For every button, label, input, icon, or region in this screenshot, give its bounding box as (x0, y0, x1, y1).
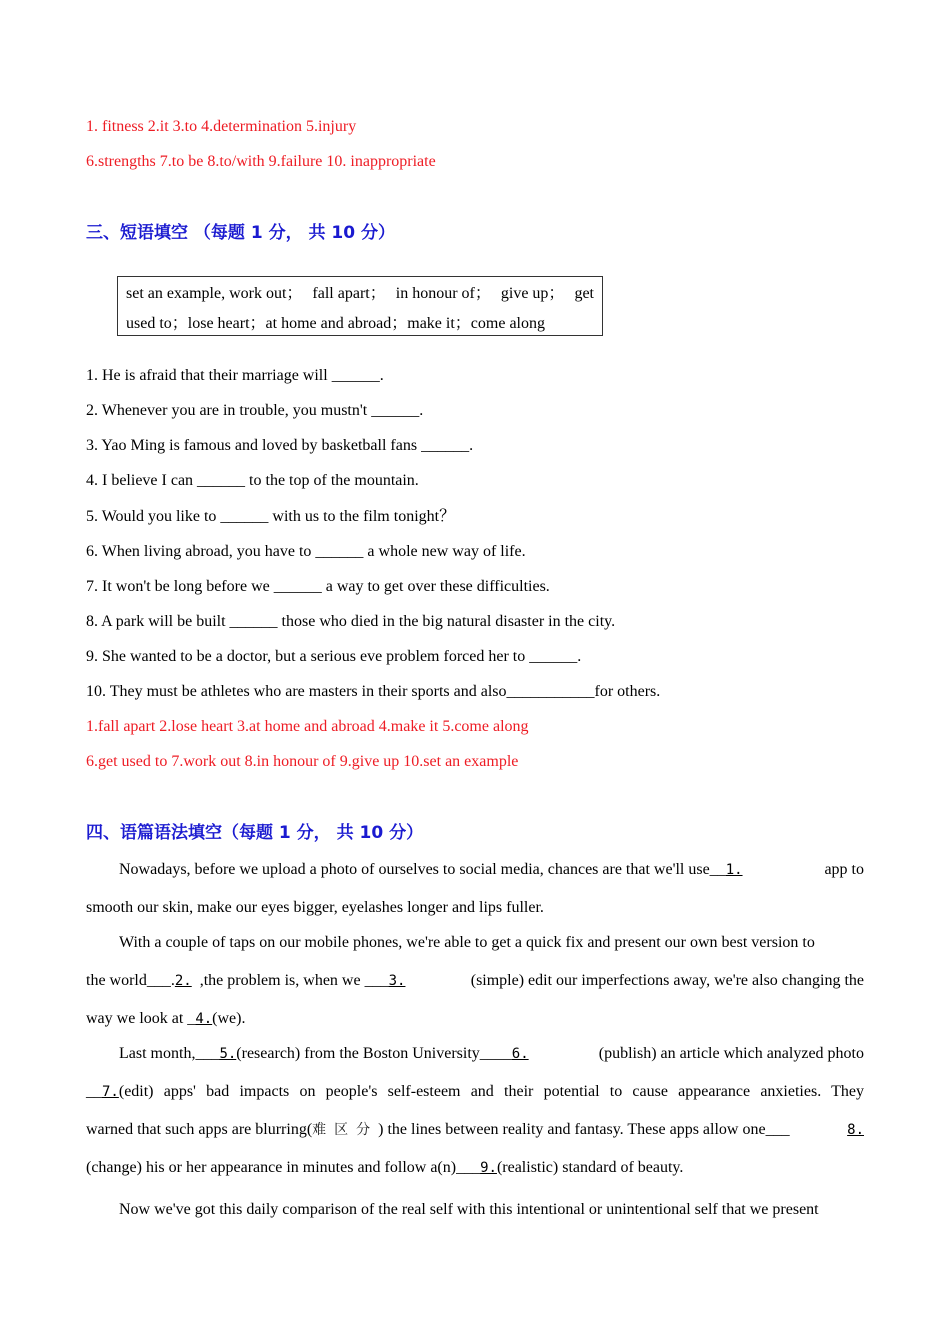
passage-text: ,the problem is, when we ___ (199, 972, 389, 989)
word-bank-item: in honour of； (395, 285, 491, 302)
passage-text: (edit) apps' bad impacts on people's self-esteem and their potential to cause appearance anxieties. They (118, 1083, 864, 1100)
paragraph-line (86, 1111, 864, 1149)
passage-text: way we look at _ (86, 1010, 196, 1027)
passage-paragraph-3 (86, 1035, 864, 1187)
question-item: 1. He is afraid that their marriage will ______. (86, 367, 384, 384)
word-bank-item: fall apart； (312, 285, 386, 302)
section-4-heading: 四、语篇语法填空（每题 1 分， 共 10 分） (86, 823, 424, 843)
passage-paragraph-2 (86, 924, 864, 1038)
question-item: 9. She wanted to be a doctor, but a serious eve problem forced her to ______. (86, 648, 582, 665)
section-3-heading: 三、短语填空 （每题 1 分， 共 10 分） (86, 223, 395, 243)
paragraph-line (86, 1000, 864, 1038)
question-item: 3. Yao Ming is famous and loved by basketball fans ______. (86, 437, 474, 454)
section-3-answer-line-2: 6.get used to 7.work out 8.in honour of 9.give up 10.set an example (86, 753, 519, 770)
word-bank-item: set an example, work out； (126, 285, 303, 302)
answer-key-line-1: 1. fitness 2.it 3.to 4.determination 5.injury (86, 118, 357, 135)
question-item: 2. Whenever you are in trouble, you mustn't ______. (86, 402, 424, 419)
question-item: 10. They must be athletes who are masters in their sports and also___________for others. (86, 683, 661, 700)
question-item: 8. A park will be built ______ those who died in the big natural disaster in the city. (86, 613, 616, 630)
paragraph-line (86, 1149, 864, 1187)
word-bank-row-1 (126, 279, 594, 309)
passage-text: (change) his or her appearance in minutes and follow a(n)___ (86, 1159, 481, 1176)
blank-6: 6. (511, 1046, 529, 1062)
passage-text: warned that such apps are blurring( (86, 1121, 313, 1138)
word-bank-item: give up； (500, 285, 565, 302)
blank-4: 4. (195, 1011, 213, 1027)
blank-2: 2. (174, 973, 192, 989)
paragraph-line (86, 1035, 864, 1073)
passage-text: Nowadays, before we upload a photo of ourselves to social media, chances are that we'll use__ (119, 861, 726, 878)
paragraph-line: With a couple of taps on our mobile phones, we're able to get a quick fix and present our own best version to (119, 934, 815, 951)
answer-key-line-2: 6.strengths 7.to be 8.to/with 9.failure 10. inappropriate (86, 153, 436, 170)
paragraph-line: smooth our skin, make our eyes bigger, eyelashes longer and lips fuller. (86, 899, 544, 916)
passage-paragraph-1 (86, 851, 864, 927)
passage-text: ) the lines between reality and fantasy. These apps allow one___ (378, 1121, 790, 1138)
passage-text: (research) from the Boston University____ (236, 1045, 512, 1062)
paragraph-line (86, 1073, 864, 1111)
blank-9: 9. (480, 1160, 497, 1176)
section-3-answer-line-1: 1.fall apart 2.lose heart 3.at home and abroad 4.make it 5.come along (86, 718, 529, 735)
passage-text: (publish) an article which analyzed photo (598, 1045, 864, 1062)
question-item: 4. I believe I can ______ to the top of the mountain. (86, 472, 419, 489)
passage-text: (realistic) standard of beauty. (496, 1159, 684, 1176)
passage-text: __ (86, 1083, 102, 1100)
passage-text: Last month,___ (119, 1045, 220, 1062)
word-bank-row-2: used to；lose heart；at home and abroad；make it；come along (126, 315, 545, 332)
passage-text: (we). (212, 1010, 246, 1027)
passage-text: app to (824, 861, 864, 878)
chinese-gloss: 难区分 (312, 1122, 379, 1138)
blank-7: 7. (102, 1084, 119, 1100)
phrase-word-bank (117, 276, 603, 336)
passage-text: the world___. (86, 972, 175, 989)
question-item: 7. It won't be long before we ______ a way to get over these difficulties. (86, 578, 550, 595)
blank-3: 3. (388, 973, 406, 989)
passage-paragraph-4 (86, 1191, 864, 1229)
blank-5: 5. (219, 1046, 237, 1062)
question-item: 6. When living abroad, you have to ______ a whole new way of life. (86, 543, 526, 560)
paragraph-line (86, 962, 864, 1000)
paragraph-line (86, 851, 864, 889)
blank-8: 8. (847, 1122, 864, 1138)
blank-1: 1. (725, 862, 743, 878)
paragraph-line: Now we've got this daily comparison of the real self with this intentional or unintentional self that we present (119, 1201, 819, 1218)
question-item: 5. Would you like to ______ with us to the film tonight？ (86, 508, 456, 525)
passage-text: (simple) edit our imperfections away, we're also changing the (470, 972, 864, 989)
word-bank-item: get (574, 285, 594, 302)
